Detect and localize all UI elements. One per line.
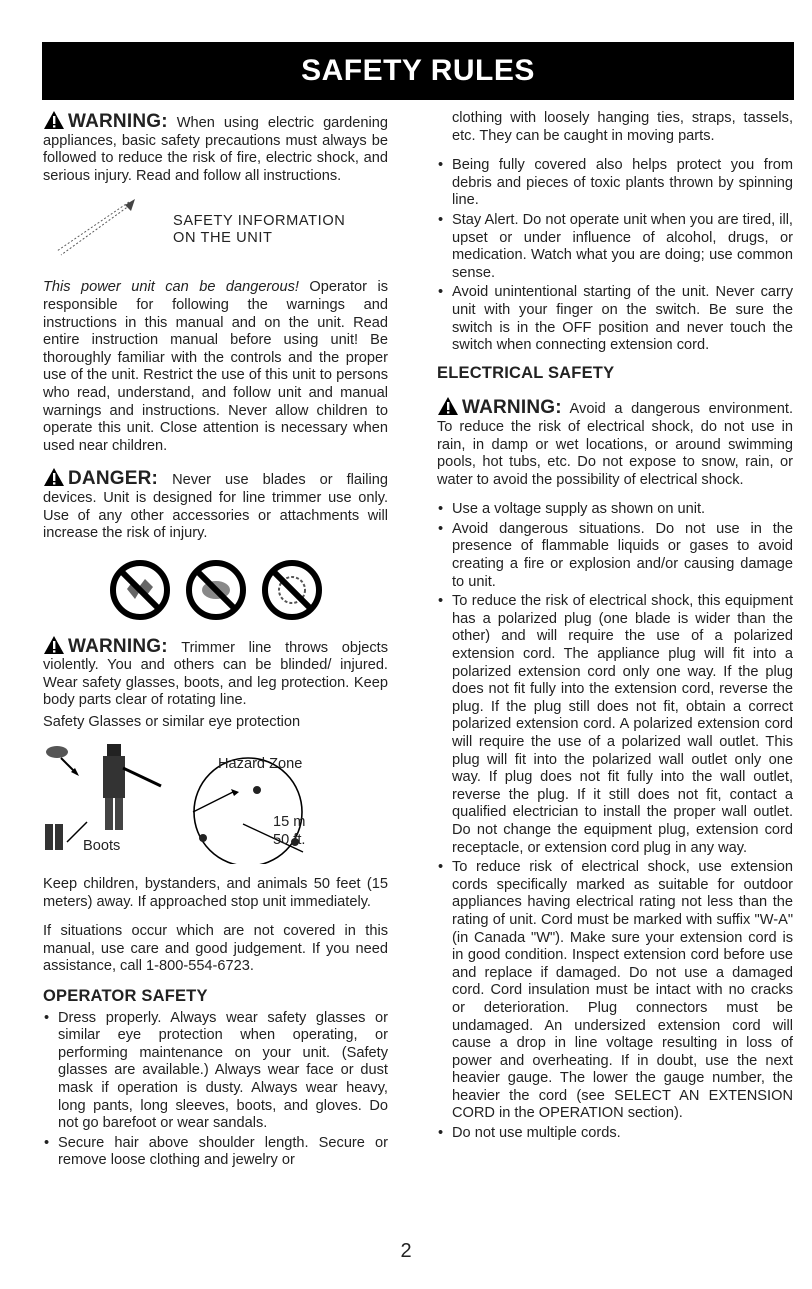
no-disc-icon [261, 559, 323, 621]
operator-safety-list-continued [437, 157, 793, 355]
warning-triangle-icon [43, 635, 65, 655]
boots-label: Boots [83, 838, 121, 855]
pointer-arrow-icon [43, 199, 153, 261]
continued-text: clothing with loosely hanging ties, straps, tassels, etc. They can be caught in moving parts. [452, 110, 793, 144]
distance-feet: 50 ft. [273, 832, 306, 849]
operator-safety-list [43, 1010, 388, 1170]
list-item: • Secure hair above shoulder length. Secure or remove loose clothing and jewelry or [43, 1135, 388, 1170]
keep-away-paragraph: Keep children, bystanders, and animals 50 feet (15 meters) away. If approached stop unit immediately. [43, 876, 388, 910]
no-flail-icon [185, 559, 247, 621]
hazard-zone-diagram [43, 714, 388, 864]
warning-triangle-icon [43, 467, 65, 487]
safety-info-line2: ON THE UNIT [173, 230, 273, 247]
list-item: • Avoid unintentional starting of the unit. Never carry unit with your finger on the switch. Be sure the switch is in the OFF position and never touch the switch when connecting extension cord. [437, 284, 793, 354]
safety-info-note [43, 199, 388, 261]
safety-info-line1: SAFETY INFORMATION [173, 213, 346, 230]
list-item: • Avoid dangerous situations. Do not use in the presence of flammable liquids or gases to avoid creating a fire or explosion and/or causing damage to unit. [437, 521, 793, 591]
hazard-zone-label: Hazard Zone [218, 756, 303, 773]
warning-triangle-icon [437, 396, 459, 416]
assistance-paragraph: If situations occur which are not covered in this manual, use care and good judgement. If you need assistance, call 1-800-554-6723. [43, 923, 388, 975]
warning-text: Trimmer line throws objects violently. You and others can be blinded/ injured. Wear safety glasses, boots, and leg protection. Keep body parts clear of rotating line. [43, 639, 388, 709]
no-blade-icon [109, 559, 171, 621]
prohibited-accessories-icons [43, 559, 388, 621]
page-number: 2 [400, 1240, 412, 1262]
right-column [437, 110, 793, 1153]
list-item: • To reduce the risk of electrical shock, this equipment has a polarized plug (one blade is wider than the other) and will require the use of a polarized extension cord. The appliance plug will fit into a polarized extension cord only one way. If the plug does not fit fully into the extension cord, reverse the plug. If the plug still does not fit, obtain a correct polarized extension cord. A polarized extension cord will require the use of a polarized wall outlet. This plug will fit into the polarized wall outlet only one way. If plug does not fit fully into the wall outlet, reverse the plug. If it still does not fit, contact a qualified electrician to install the proper wall outlet. Do not change the equipment plug, extension cord receptacle, or extension cord plug in any way. [437, 593, 793, 857]
page-banner: SAFETY RULES [42, 42, 794, 100]
warning-text: Avoid a dangerous environment. To reduce the risk of electrical shock, do not use in rain, in damp or wet locations, or around swimming pools, hot tubs, etc. Do not expose to snow, rain, or water to avoid the possibility of electrical shock. [437, 401, 793, 488]
warning-thrown-objects [43, 635, 388, 710]
warning-label: WARNING: [462, 397, 562, 419]
safety-info-text [173, 213, 345, 247]
danger-notice [43, 467, 388, 542]
left-column [43, 110, 388, 1180]
operator-safety-heading: OPERATOR SAFETY [43, 987, 208, 1006]
list-item: • Being fully covered also helps protect you from debris and pieces of toxic plants thrown by spinning line. [437, 157, 793, 210]
danger-label: DANGER: [68, 468, 159, 490]
warning-triangle-icon [43, 110, 65, 130]
list-item: • Do not use multiple cords. [437, 1125, 793, 1143]
electrical-safety-heading: ELECTRICAL SAFETY [437, 363, 615, 382]
list-item: • Stay Alert. Do not operate unit when you are tired, ill, upset or under influence of alcohol, drugs, or medication. Watch what you are doing; use common sense. [437, 212, 793, 282]
distance-meters: 15 m [273, 814, 306, 831]
dangerous-unit-note: This power unit can be dangerous! [43, 279, 299, 296]
warning-electrical [437, 396, 793, 489]
warning-label: WARNING: [68, 635, 168, 657]
responsibility-text: Operator is responsible for following the warnings and instructions in this manual and on the unit. Read entire instruction manual before using unit! Be thoroughly familiar with the controls and the proper use of the unit. Restrict the use of this unit to persons who read, understand, and follow unit and manual warnings and instructions. Never allow children to operate this unit. Close attention is necessary when used near children. [43, 279, 388, 454]
warning-label: WARNING: [68, 111, 168, 132]
electrical-safety-list [437, 501, 793, 1142]
list-item: • Dress properly. Always wear safety glasses or similar eye protection when operating, or performing maintenance on your unit. (Safety glasses are available.) Always wear face or dust mask if operation is dusty. Always wear heavy, long pants, long sleeves, boots, and gloves. Do not go barefoot or wear sandals. [43, 1010, 388, 1133]
danger-text: Never use blades or flailing devices. Unit is designed for line trimmer use only. Use of any other accessories or attachments will increase the risk of injury. [43, 472, 389, 542]
operator-responsibility [43, 279, 388, 455]
eye-protection-caption: Safety Glasses or similar eye protection [43, 714, 301, 731]
warning-text: When using electric gardening appliances, basic safety precautions must always be followed to reduce the risk of fire, electric shock, and serious injury. Read and follow all instructions. [43, 115, 388, 184]
list-item: • To reduce risk of electrical shock, use extension cords specifically marked as suitable for outdoor appliances having electrical rating not less than the rating of unit. Cord must be marked with suffix "W-A" (in Canada "W"). Make sure your extension cord is in good condition. Inspect extension cord before use and replace if damaged. Do not use a damaged cord. Cord insulation must be intact with no cracks or deterioration. Plug connectors must be undamaged. An undersized extension cord will cause a drop in line voltage resulting in loss of power and overheating. If in doubt, use the next heavier gauge. The lower the gauge number, the heavier the cord (see SELECT AN EXTENSION CORD in the OPERATION section). [437, 859, 793, 1123]
warning-general [43, 110, 388, 185]
list-item: • Use a voltage supply as shown on unit. [437, 501, 793, 519]
